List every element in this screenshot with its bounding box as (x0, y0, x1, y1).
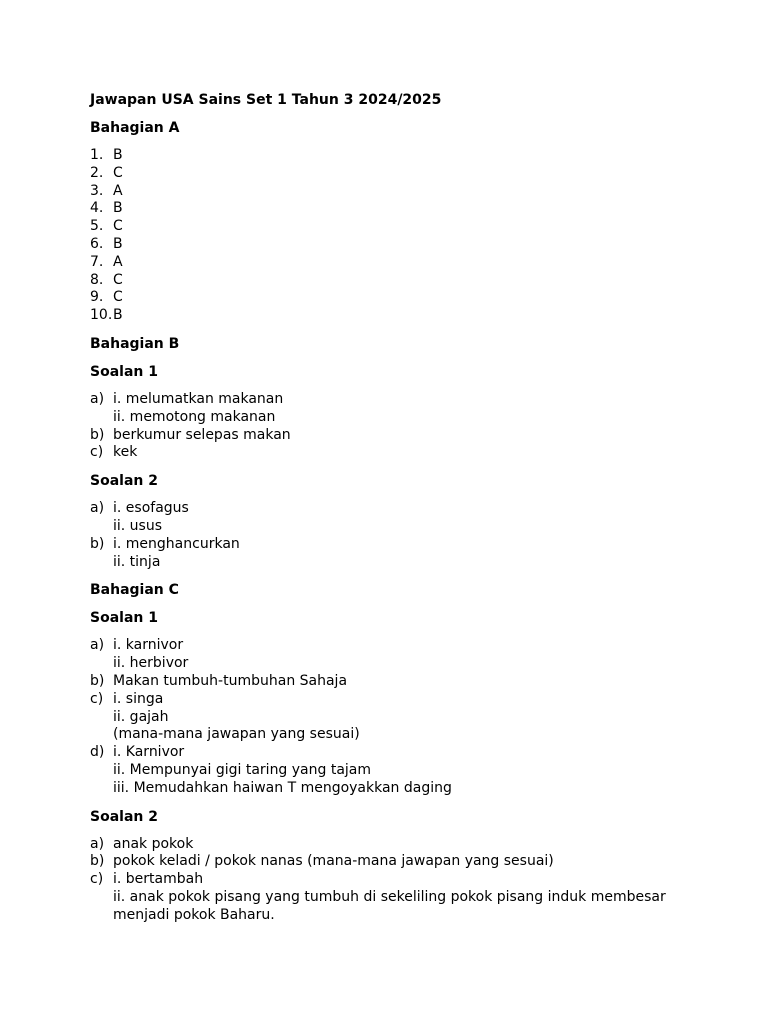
answer-line: ii. usus (113, 517, 163, 534)
list-item-marker: a) (90, 390, 105, 407)
list-item-answer (113, 637, 730, 673)
answer-line: i. Karnivor (113, 744, 185, 761)
answer-line: B (113, 200, 123, 217)
list-item-answer (113, 444, 730, 462)
section-heading-bahagian-c: Bahagian C (90, 582, 179, 599)
answer-line: ii. memotong makanan (113, 408, 276, 425)
list-item-answer (113, 744, 730, 797)
list-item-answer (113, 236, 730, 254)
list-item-marker: d) (90, 744, 105, 761)
answer-line: A (113, 182, 123, 199)
answer-line: i. menghancurkan (113, 535, 240, 552)
list-item (90, 691, 730, 744)
answer-line: iii. Memudahkan haiwan T mengoyakkan daging (113, 779, 452, 796)
list-item (90, 427, 730, 445)
list-item (90, 218, 730, 236)
answer-line: C (113, 218, 123, 235)
answer-list-c-soalan-1 (90, 637, 730, 797)
list-item (90, 744, 730, 797)
list-item (90, 254, 730, 272)
answer-line: A (113, 253, 123, 270)
answer-line: anak pokok (113, 835, 194, 852)
list-item-answer (113, 147, 730, 165)
list-item (90, 500, 730, 536)
list-item (90, 444, 730, 462)
answer-line: pokok keladi / pokok nanas (mana-mana jawapan yang sesuai) (113, 853, 554, 870)
list-item (90, 236, 730, 254)
list-item-marker: c) (90, 444, 104, 461)
list-item (90, 536, 730, 572)
list-item-marker: c) (90, 871, 104, 888)
answer-line: B (113, 147, 123, 163)
list-item-answer (113, 218, 730, 236)
section-heading-bahagian-a: Bahagian A (90, 120, 180, 136)
list-item-answer (113, 254, 730, 272)
answer-line: C (113, 289, 123, 306)
list-item-marker: 3. (90, 182, 104, 199)
list-item (90, 183, 730, 201)
list-item-answer (113, 836, 730, 854)
list-item-marker: 9. (90, 289, 104, 306)
list-item (90, 200, 730, 218)
answer-line: ii. herbivor (113, 655, 189, 672)
list-item-answer (113, 183, 730, 201)
list-item-marker: 1. (90, 147, 104, 163)
list-item-answer (113, 307, 730, 325)
list-item-answer (113, 853, 730, 871)
answer-line: B (113, 307, 123, 324)
list-item-answer (113, 289, 730, 307)
list-item-marker: 4. (90, 200, 104, 217)
list-item-marker: a) (90, 500, 105, 517)
list-item-marker: c) (90, 690, 104, 707)
list-item-marker: 5. (90, 218, 104, 235)
list-item (90, 165, 730, 183)
question-heading-c-soalan-1: Soalan 1 (90, 610, 158, 627)
answer-line: ii. gajah (113, 708, 169, 725)
list-item-marker: b) (90, 853, 105, 870)
list-item (90, 871, 730, 924)
list-item (90, 637, 730, 673)
list-item-marker: 10. (90, 307, 113, 324)
list-item-answer (113, 200, 730, 218)
answer-line: ii. Mempunyai gigi taring yang tajam (113, 761, 372, 778)
list-item-answer (113, 871, 730, 924)
list-item-marker: b) (90, 672, 105, 689)
answer-line: ii. tinja (113, 553, 161, 570)
list-item (90, 147, 730, 165)
question-heading-b-soalan-2: Soalan 2 (90, 473, 158, 490)
answer-line: i. karnivor (113, 637, 184, 654)
section-heading-bahagian-b: Bahagian B (90, 335, 180, 352)
list-item-marker: 7. (90, 253, 104, 270)
answer-line: B (113, 235, 123, 252)
document-content (90, 91, 730, 935)
answer-list-b-soalan-1 (90, 391, 730, 462)
list-item-answer (113, 272, 730, 290)
document-title: Jawapan USA Sains Set 1 Tahun 3 2024/2025 (90, 92, 442, 108)
answer-line: ii. anak pokok pisang yang tumbuh di sekeliling pokok pisang induk membesar (113, 888, 666, 905)
list-item-answer (113, 691, 730, 744)
question-heading-b-soalan-1: Soalan 1 (90, 363, 158, 380)
answer-line: C (113, 271, 123, 288)
list-item-answer (113, 536, 730, 572)
answer-list-c-soalan-2 (90, 836, 730, 925)
list-item-answer (113, 427, 730, 445)
list-item (90, 307, 730, 325)
list-item (90, 289, 730, 307)
list-item (90, 836, 730, 854)
answer-line: i. melumatkan makanan (113, 390, 284, 407)
list-item-marker: a) (90, 637, 105, 654)
list-item-marker: b) (90, 535, 105, 552)
answer-line: Makan tumbuh-tumbuhan Sahaja (113, 672, 348, 689)
list-item (90, 272, 730, 290)
answer-line: (mana-mana jawapan yang sesuai) (113, 726, 360, 743)
list-item-marker: 6. (90, 235, 104, 252)
list-item-marker: a) (90, 835, 105, 852)
list-item-answer (113, 391, 730, 427)
answer-line: i. singa (113, 690, 164, 707)
answer-list-b-soalan-2 (90, 500, 730, 571)
answer-line: berkumur selepas makan (113, 426, 291, 443)
answer-line: C (113, 164, 123, 181)
answer-line: i. esofagus (113, 500, 189, 517)
question-heading-c-soalan-2: Soalan 2 (90, 808, 158, 825)
list-item-answer (113, 673, 730, 691)
answer-list-bahagian-a (90, 147, 730, 325)
answer-line: kek (113, 444, 138, 461)
list-item (90, 853, 730, 871)
answer-line: menjadi pokok Baharu. (113, 906, 275, 923)
list-item-marker: 2. (90, 164, 104, 181)
list-item-answer (113, 165, 730, 183)
list-item (90, 673, 730, 691)
answer-line: i. bertambah (113, 871, 204, 888)
list-item-marker: 8. (90, 271, 104, 288)
list-item-marker: b) (90, 426, 105, 443)
list-item (90, 391, 730, 427)
list-item-answer (113, 500, 730, 536)
